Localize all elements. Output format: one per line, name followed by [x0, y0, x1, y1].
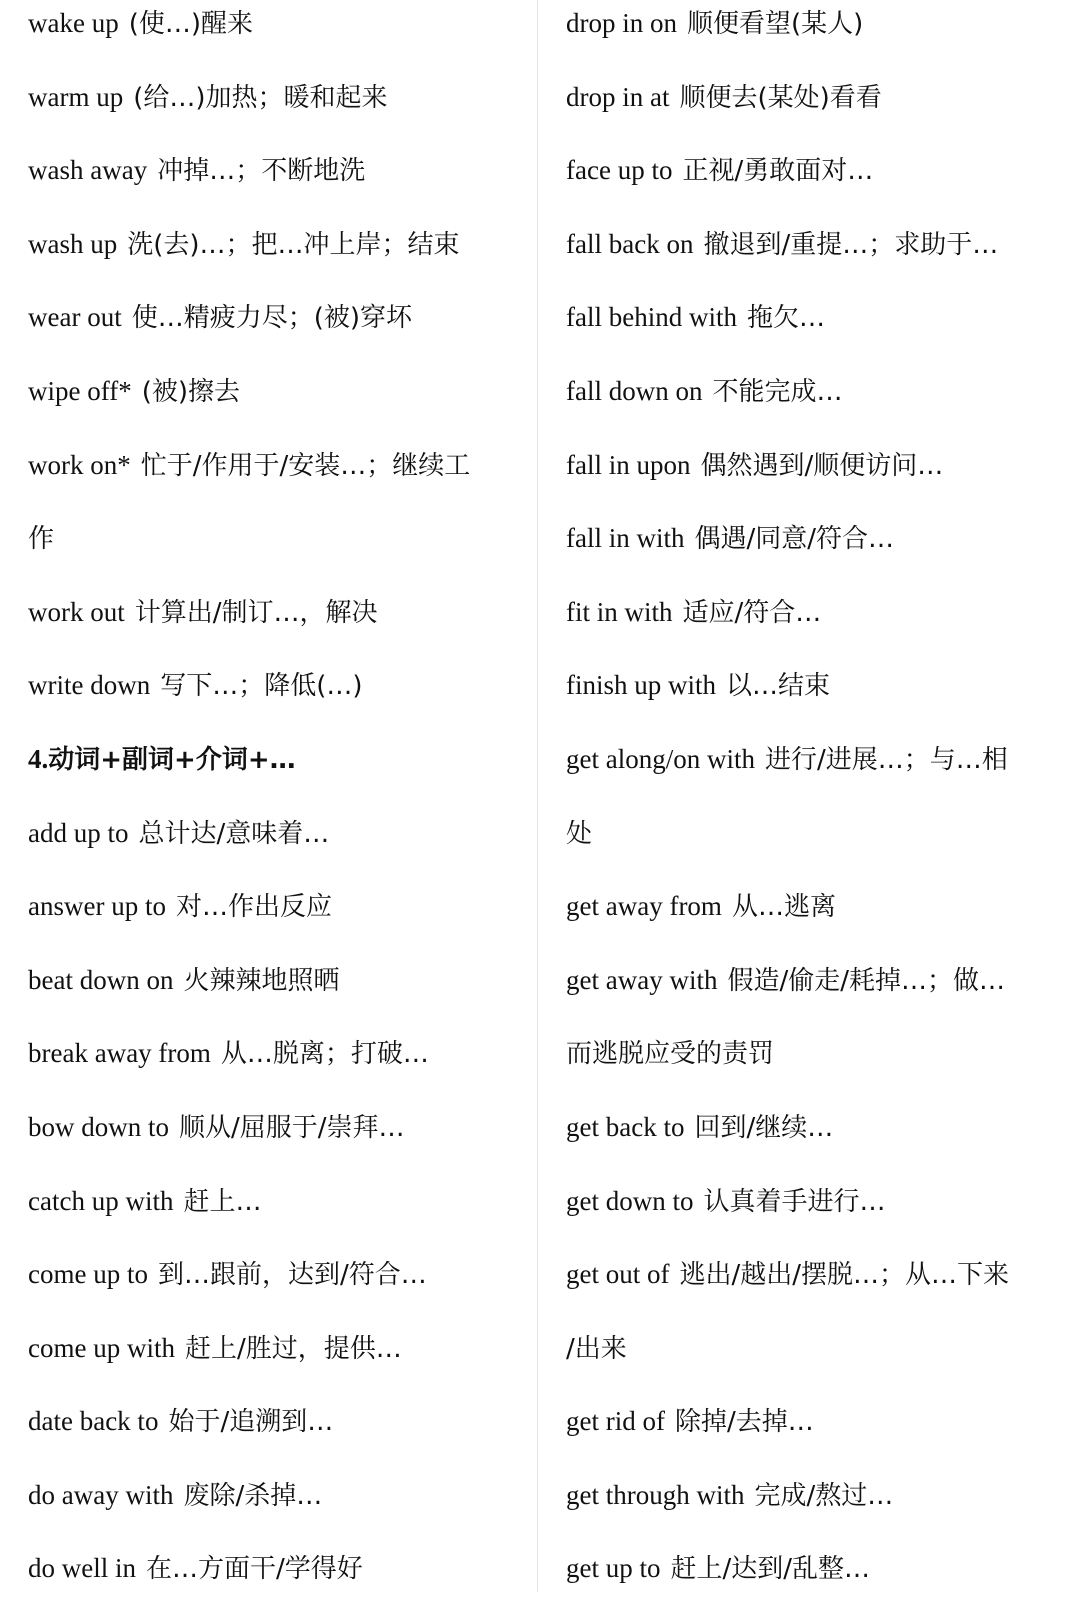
phrase-chinese: 进行/进展…；与…相	[764, 744, 1008, 775]
phrase-english: face up to	[566, 155, 673, 186]
phrase-english: fall in upon	[566, 449, 691, 480]
phrase-entry	[566, 370, 1066, 444]
phrase-entry	[28, 1032, 520, 1106]
phrase-english: do well in	[28, 1553, 136, 1584]
phrase-entry	[566, 1106, 1066, 1180]
phrase-chinese: (给…)加热；暖和起来	[133, 82, 388, 113]
phrase-chinese: 顺从/屈服于/崇拜…	[179, 1112, 405, 1143]
entry-continuation	[566, 1327, 1066, 1401]
phrase-english: write down	[28, 670, 151, 701]
phrase-english: get down to	[566, 1185, 694, 1216]
phrase-entry	[28, 1253, 520, 1327]
phrase-chinese: 始于/追溯到…	[168, 1407, 334, 1438]
phrase-chinese: 废除/杀掉…	[183, 1480, 323, 1511]
phrase-entry	[28, 591, 520, 665]
phrase-entry	[566, 738, 1066, 812]
phrase-english: get through with	[566, 1479, 745, 1510]
phrase-chinese: (被)擦去	[141, 376, 241, 407]
phrase-chinese: 撤退到/重提…；求助于…	[703, 229, 999, 260]
phrase-english: wash up	[28, 228, 118, 259]
phrase-entry	[28, 444, 520, 518]
phrase-entry	[28, 1547, 520, 1621]
phrase-entry	[28, 2, 520, 76]
phrase-chinese: 从…脱离；打破…	[220, 1039, 429, 1070]
phrase-entry	[566, 591, 1066, 665]
phrase-entry	[566, 296, 1066, 370]
phrase-chinese: 偶遇/同意/符合…	[694, 524, 895, 555]
phrase-entry	[566, 444, 1066, 518]
phrase-english: fall down on	[566, 375, 703, 406]
phrase-english: work out	[28, 596, 125, 627]
phrase-entry	[566, 885, 1066, 959]
phrase-entry	[566, 1253, 1066, 1327]
phrase-entry	[28, 370, 520, 444]
column-divider	[537, 0, 538, 1592]
phrase-english: fit in with	[566, 596, 673, 627]
phrase-chinese: /出来	[566, 1333, 627, 1364]
phrase-english: drop in at	[566, 81, 670, 112]
phrase-entry	[28, 149, 520, 223]
left-column	[28, 2, 520, 1621]
phrase-english: wipe off*	[28, 375, 132, 406]
phrase-chinese: 处	[566, 818, 593, 849]
phrase-english: wash away	[28, 155, 148, 186]
phrase-entry	[28, 1106, 520, 1180]
phrase-english: get up to	[566, 1553, 661, 1584]
phrase-chinese: 火辣辣地照晒	[183, 965, 340, 996]
phrase-chinese: 计算出/制订…，解决	[134, 597, 378, 628]
phrase-chinese: 写下…；降低(…)	[160, 671, 363, 702]
phrase-chinese: 除掉/去掉…	[674, 1407, 814, 1438]
phrase-entry	[28, 1474, 520, 1548]
phrase-english: fall behind with	[566, 302, 737, 333]
phrase-english: bow down to	[28, 1111, 169, 1142]
phrase-english: fall in with	[566, 523, 685, 554]
entry-continuation	[566, 812, 1066, 886]
right-column	[566, 2, 1066, 1621]
phrase-entry	[28, 812, 520, 886]
phrase-chinese: 顺便看望(某人)	[687, 9, 864, 39]
phrase-chinese: 完成/熬过…	[754, 1480, 894, 1511]
section-heading	[28, 738, 520, 812]
phrase-english: get rid of	[566, 1406, 665, 1437]
phrase-chinese: 总计达/意味着…	[138, 818, 330, 849]
phrase-entry	[566, 76, 1066, 150]
phrase-chinese: 冲掉…；不断地洗	[157, 156, 366, 187]
phrase-entry	[566, 517, 1066, 591]
phrase-chinese: 忙于/作用于/安装…；继续工	[140, 450, 471, 481]
phrase-chinese: 正视/勇敢面对…	[682, 156, 874, 187]
phrase-chinese: 赶上/胜过，提供…	[184, 1333, 402, 1364]
phrase-english: come up with	[28, 1332, 175, 1363]
phrase-chinese: 拖欠…	[746, 303, 825, 334]
entry-continuation	[566, 1032, 1066, 1106]
phrase-english: wear out	[28, 302, 122, 333]
phrase-chinese: (使…)醒来	[128, 9, 254, 39]
section-title: 动词+副词+介词+…	[48, 744, 296, 775]
phrase-entry	[566, 1547, 1066, 1621]
phrase-english: get away from	[566, 891, 722, 922]
phrase-entry	[566, 223, 1066, 297]
phrase-entry	[28, 296, 520, 370]
phrase-english: finish up with	[566, 670, 717, 701]
phrase-entry	[566, 959, 1066, 1033]
phrase-english: break away from	[28, 1038, 211, 1069]
phrase-chinese: 使…精疲力尽；(被)穿坏	[131, 303, 413, 334]
phrase-chinese: 作	[28, 524, 55, 555]
phrase-english: wake up	[28, 8, 119, 38]
phrase-entry	[28, 223, 520, 297]
phrase-chinese: 从…逃离	[731, 892, 836, 923]
phrase-english: get out of	[566, 1259, 670, 1290]
phrase-english: warm up	[28, 81, 124, 112]
phrase-english: fall back on	[566, 228, 694, 259]
phrase-entry	[28, 664, 520, 738]
phrase-chinese: 赶上…	[183, 1186, 262, 1217]
phrase-chinese: 回到/继续…	[694, 1112, 834, 1143]
phrase-chinese: 偶然遇到/顺便访问…	[700, 450, 944, 481]
phrase-chinese: 以…结束	[726, 671, 831, 702]
phrase-english: get back to	[566, 1111, 685, 1142]
phrase-entry	[566, 2, 1066, 76]
phrase-english: get away with	[566, 964, 718, 995]
phrase-english: beat down on	[28, 964, 174, 995]
phrase-chinese: 适应/符合…	[682, 597, 822, 628]
phrase-chinese: 认真着手进行…	[703, 1186, 886, 1217]
phrase-chinese: 假造/偷走/耗掉…；做…	[727, 965, 1005, 996]
phrase-english: answer up to	[28, 891, 166, 922]
section-number: 4.	[28, 743, 49, 774]
phrase-chinese: 到…跟前，达到/符合…	[157, 1260, 427, 1291]
phrase-english: do away with	[28, 1479, 174, 1510]
phrase-entry	[28, 76, 520, 150]
phrase-entry	[28, 885, 520, 959]
phrase-english: get along/on with	[566, 743, 755, 774]
phrase-entry	[566, 664, 1066, 738]
phrase-chinese: 赶上/达到/乱整…	[670, 1554, 871, 1585]
phrase-chinese: 而逃脱应受的责罚	[566, 1039, 775, 1070]
phrase-english: drop in on	[566, 8, 677, 38]
phrase-entry	[28, 959, 520, 1033]
phrase-chinese: 在…方面干/学得好	[146, 1554, 363, 1585]
phrase-english: date back to	[28, 1406, 159, 1437]
phrase-english: work on*	[28, 449, 131, 480]
phrase-entry	[566, 1400, 1066, 1474]
phrase-chinese: 洗(去)…；把…冲上岸；结束	[127, 229, 460, 260]
phrase-entry	[566, 1180, 1066, 1254]
phrase-entry	[566, 1474, 1066, 1548]
entry-continuation	[28, 517, 520, 591]
phrase-english: come up to	[28, 1259, 148, 1290]
phrase-entry	[28, 1180, 520, 1254]
phrase-entry	[566, 149, 1066, 223]
phrase-chinese: 不能完成…	[712, 376, 843, 407]
phrase-entry	[28, 1327, 520, 1401]
phrase-chinese: 对…作出反应	[175, 892, 332, 923]
phrase-entry	[28, 1400, 520, 1474]
phrase-chinese: 逃出/越出/摆脱…；从…下来	[679, 1260, 1010, 1291]
phrase-chinese: 顺便去(某处)看看	[679, 82, 882, 113]
phrase-english: catch up with	[28, 1185, 174, 1216]
phrase-english: add up to	[28, 817, 129, 848]
